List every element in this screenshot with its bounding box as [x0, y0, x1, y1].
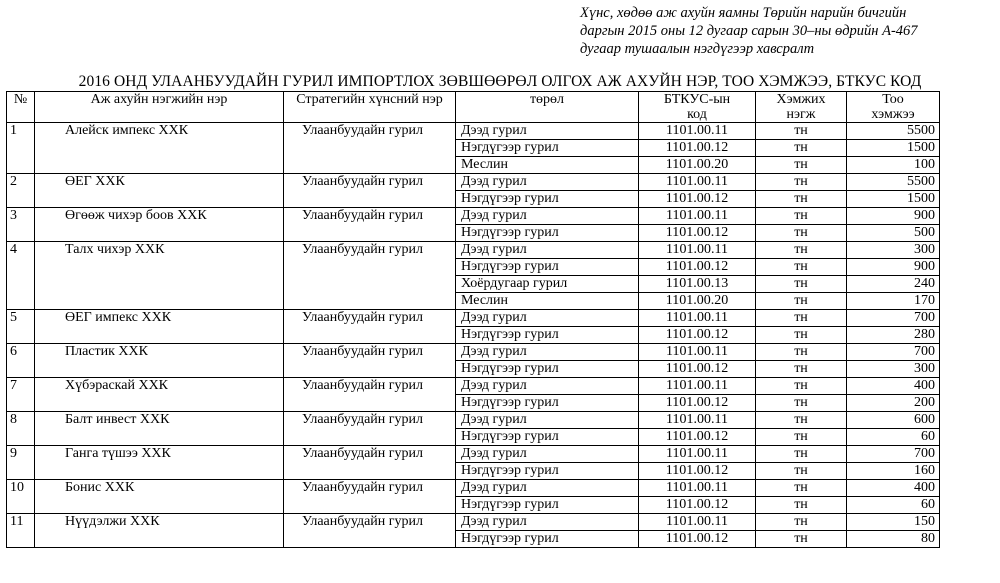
unit: тн	[756, 327, 847, 344]
company-name: Өгөөж чихэр боов ХХК	[35, 208, 284, 242]
quantity: 700	[847, 310, 940, 327]
unit: тн	[756, 174, 847, 191]
unit: тн	[756, 497, 847, 514]
row-number: 6	[7, 344, 35, 378]
quantity: 150	[847, 514, 940, 531]
unit: тн	[756, 123, 847, 140]
strategic-food-name: Улаанбуудайн гурил	[284, 123, 456, 174]
flour-type: Дээд гурил	[456, 412, 639, 429]
unit: тн	[756, 208, 847, 225]
flour-type: Дээд гурил	[456, 123, 639, 140]
flour-type: Нэгдүгээр гурил	[456, 327, 639, 344]
flour-type: Нэгдүгээр гурил	[456, 531, 639, 548]
quantity: 1500	[847, 140, 940, 157]
hs-code: 1101.00.11	[639, 378, 756, 395]
hs-code: 1101.00.12	[639, 531, 756, 548]
hs-code: 1101.00.12	[639, 327, 756, 344]
company-name: Балт инвест ХХК	[35, 412, 284, 446]
company-name: ӨЕГ импекс ХХК	[35, 310, 284, 344]
hs-code: 1101.00.12	[639, 497, 756, 514]
unit: тн	[756, 514, 847, 531]
strategic-food-name: Улаанбуудайн гурил	[284, 174, 456, 208]
company-name: Талх чихэр ХХК	[35, 242, 284, 310]
company-name: Хүбэраскай ХХК	[35, 378, 284, 412]
table-body	[7, 123, 940, 548]
strategic-food-name: Улаанбуудайн гурил	[284, 412, 456, 446]
table-row	[7, 208, 940, 225]
quantity: 170	[847, 293, 940, 310]
flour-type: Нэгдүгээр гурил	[456, 225, 639, 242]
unit: тн	[756, 140, 847, 157]
quantity: 500	[847, 225, 940, 242]
strategic-food-name: Улаанбуудайн гурил	[284, 446, 456, 480]
hs-code: 1101.00.12	[639, 225, 756, 242]
strategic-food-name: Улаанбуудайн гурил	[284, 208, 456, 242]
row-number: 7	[7, 378, 35, 412]
company-name: Ганга түшээ ХХК	[35, 446, 284, 480]
flour-type: Дээд гурил	[456, 174, 639, 191]
hs-code: 1101.00.13	[639, 276, 756, 293]
company-name: ӨЕГ ХХК	[35, 174, 284, 208]
row-number: 2	[7, 174, 35, 208]
flour-type: Нэгдүгээр гурил	[456, 361, 639, 378]
hs-code: 1101.00.11	[639, 480, 756, 497]
header-strategic: Стратегийн хүнсний нэр	[284, 92, 456, 123]
quantity: 700	[847, 344, 940, 361]
quantity: 1500	[847, 191, 940, 208]
hs-code: 1101.00.12	[639, 191, 756, 208]
quantity: 100	[847, 157, 940, 174]
quantity: 160	[847, 463, 940, 480]
flour-type: Дээд гурил	[456, 208, 639, 225]
hs-code: 1101.00.11	[639, 123, 756, 140]
flour-type: Дээд гурил	[456, 310, 639, 327]
row-number: 3	[7, 208, 35, 242]
flour-type: Дээд гурил	[456, 344, 639, 361]
table-row	[7, 123, 940, 140]
unit: тн	[756, 293, 847, 310]
company-name: Пластик ХХК	[35, 344, 284, 378]
hs-code: 1101.00.11	[639, 412, 756, 429]
hs-code: 1101.00.11	[639, 344, 756, 361]
hs-code: 1101.00.20	[639, 157, 756, 174]
flour-type: Меслин	[456, 293, 639, 310]
appendix-note	[580, 4, 990, 58]
table-row	[7, 344, 940, 361]
document-title: 2016 ОНД УЛААНБУУДАЙН ГУРИЛ ИМПОРТЛОХ ЗӨВШӨӨРӨЛ ОЛГОХ АЖ АХУЙН НЭР, ТОО ХЭМЖЭЭ, БТКУС КОД	[78, 73, 922, 90]
header-qty: Тоо	[847, 92, 940, 108]
appendix-note-line: дугаар тушаалын нэгдүгээр хавсралт	[580, 41, 815, 57]
quantity: 5500	[847, 123, 940, 140]
hs-code: 1101.00.11	[639, 310, 756, 327]
hs-code: 1101.00.11	[639, 242, 756, 259]
strategic-food-name: Улаанбуудайн гурил	[284, 310, 456, 344]
row-number: 4	[7, 242, 35, 310]
unit: тн	[756, 242, 847, 259]
row-number: 9	[7, 446, 35, 480]
quantity: 300	[847, 361, 940, 378]
unit: тн	[756, 157, 847, 174]
header-unit: Хэмжих	[756, 92, 847, 108]
flour-type: Нэгдүгээр гурил	[456, 259, 639, 276]
unit: тн	[756, 310, 847, 327]
unit: тн	[756, 446, 847, 463]
strategic-food-name: Улаанбуудайн гурил	[284, 242, 456, 310]
row-number: 1	[7, 123, 35, 174]
flour-type: Нэгдүгээр гурил	[456, 497, 639, 514]
flour-type: Нэгдүгээр гурил	[456, 140, 639, 157]
table-row	[7, 412, 940, 429]
strategic-food-name: Улаанбуудайн гурил	[284, 514, 456, 548]
table-header	[7, 92, 940, 123]
unit: тн	[756, 225, 847, 242]
hs-code: 1101.00.12	[639, 140, 756, 157]
quantity: 80	[847, 531, 940, 548]
row-number: 11	[7, 514, 35, 548]
flour-type: Дээд гурил	[456, 480, 639, 497]
table-row	[7, 378, 940, 395]
hs-code: 1101.00.12	[639, 361, 756, 378]
hs-code: 1101.00.20	[639, 293, 756, 310]
strategic-food-name: Улаанбуудайн гурил	[284, 480, 456, 514]
quantity: 280	[847, 327, 940, 344]
flour-type: Нэгдүгээр гурил	[456, 429, 639, 446]
table-row	[7, 480, 940, 497]
quantity: 900	[847, 259, 940, 276]
company-name: Нүүдэлжи ХХК	[35, 514, 284, 548]
unit: тн	[756, 344, 847, 361]
hs-code: 1101.00.12	[639, 463, 756, 480]
flour-type: Меслин	[456, 157, 639, 174]
header-company: Аж ахуйн нэгжийн нэр	[35, 92, 284, 123]
quantity: 400	[847, 378, 940, 395]
hs-code: 1101.00.11	[639, 208, 756, 225]
quantity: 400	[847, 480, 940, 497]
row-number: 10	[7, 480, 35, 514]
hs-code: 1101.00.11	[639, 174, 756, 191]
table-row	[7, 242, 940, 259]
table-row	[7, 310, 940, 327]
permits-table	[6, 91, 940, 548]
flour-type: Нэгдүгээр гурил	[456, 191, 639, 208]
unit: тн	[756, 378, 847, 395]
hs-code: 1101.00.11	[639, 446, 756, 463]
table-row	[7, 514, 940, 531]
quantity: 300	[847, 242, 940, 259]
unit: тн	[756, 480, 847, 497]
row-number: 8	[7, 412, 35, 446]
unit: тн	[756, 259, 847, 276]
header-num: №	[7, 92, 35, 123]
row-number: 5	[7, 310, 35, 344]
quantity: 5500	[847, 174, 940, 191]
unit: тн	[756, 412, 847, 429]
header-unit-line2: нэгж	[756, 107, 847, 123]
header-qty-line2: хэмжээ	[847, 107, 940, 123]
unit: тн	[756, 531, 847, 548]
flour-type: Дээд гурил	[456, 378, 639, 395]
flour-type: Хоёрдугаар гурил	[456, 276, 639, 293]
hs-code: 1101.00.12	[639, 429, 756, 446]
header-type: төрөл	[456, 92, 639, 123]
flour-type: Дээд гурил	[456, 446, 639, 463]
appendix-note-line: Хүнс, хөдөө аж ахуйн яамны Төрийн нарийн бичгийн	[580, 5, 907, 21]
hs-code: 1101.00.11	[639, 514, 756, 531]
quantity: 60	[847, 429, 940, 446]
quantity: 200	[847, 395, 940, 412]
strategic-food-name: Улаанбуудайн гурил	[284, 378, 456, 412]
company-name: Бонис ХХК	[35, 480, 284, 514]
quantity: 600	[847, 412, 940, 429]
hs-code: 1101.00.12	[639, 259, 756, 276]
unit: тн	[756, 191, 847, 208]
quantity: 60	[847, 497, 940, 514]
hs-code: 1101.00.12	[639, 395, 756, 412]
table-row	[7, 174, 940, 191]
appendix-note-line: даргын 2015 оны 12 дугаар сарын 30–ны өдрийн А-467	[580, 23, 918, 39]
unit: тн	[756, 463, 847, 480]
table-row	[7, 446, 940, 463]
unit: тн	[756, 361, 847, 378]
flour-type: Дээд гурил	[456, 514, 639, 531]
unit: тн	[756, 276, 847, 293]
company-name: Алейск импекс ХХК	[35, 123, 284, 174]
quantity: 240	[847, 276, 940, 293]
header-code-line2: код	[639, 107, 756, 123]
flour-type: Дээд гурил	[456, 242, 639, 259]
unit: тн	[756, 429, 847, 446]
header-code: БТКУС-ын	[639, 92, 756, 108]
strategic-food-name: Улаанбуудайн гурил	[284, 344, 456, 378]
quantity: 700	[847, 446, 940, 463]
unit: тн	[756, 395, 847, 412]
quantity: 900	[847, 208, 940, 225]
flour-type: Нэгдүгээр гурил	[456, 395, 639, 412]
flour-type: Нэгдүгээр гурил	[456, 463, 639, 480]
